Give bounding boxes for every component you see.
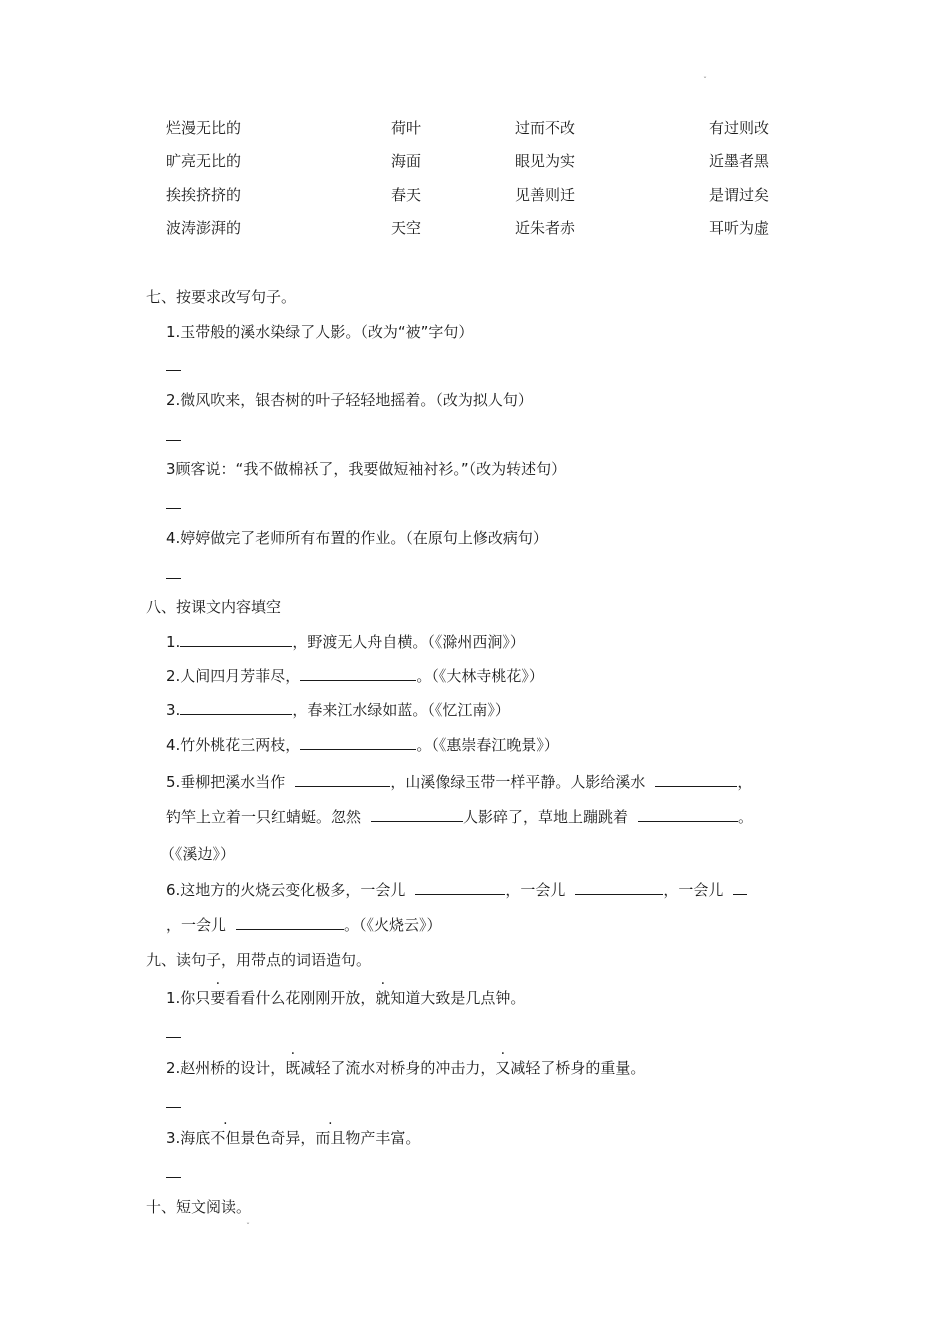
sentence-text: 景色奇异， xyxy=(240,1129,316,1147)
match-item: 挨挨挤挤的 xyxy=(166,186,242,204)
question-text: ，春来江水绿如蓝。（《忆江南》） xyxy=(292,701,510,719)
answer-line[interactable] xyxy=(166,370,181,371)
rewrite-question: 1.玉带般的溪水染绿了人影。（改为“被”字句） xyxy=(166,323,474,341)
match-item: 耳听为虚 xyxy=(709,219,770,237)
fill-question-5-source: （《溪边》） xyxy=(160,845,236,863)
section-10-title: 十、短文阅读。 xyxy=(146,1198,252,1216)
page-mark-bottom: ˇ xyxy=(246,1222,250,1231)
rewrite-question: 2.微风吹来，银杏树的叶子轻轻地摇着。（改为拟人句） xyxy=(166,391,533,409)
match-item: 旷亮无比的 xyxy=(166,152,242,170)
fill-question-6-line-1 xyxy=(166,880,747,900)
answer-line[interactable] xyxy=(166,1107,181,1108)
emphasized-word: 要 xyxy=(210,989,226,1007)
fill-blank[interactable] xyxy=(180,700,292,715)
fill-question-6-line-2 xyxy=(166,915,442,935)
question-text: 5.垂柳把溪水当作 xyxy=(166,773,286,791)
fill-blank[interactable] xyxy=(371,807,463,822)
section-8-title: 八、按课文内容填空 xyxy=(146,598,282,616)
question-text: ， xyxy=(737,773,753,791)
match-item: 波涛澎湃的 xyxy=(166,219,242,237)
rewrite-question: 3顾客说：“我不做棉袄了，我要做短袖衬衫。”（改为转述句） xyxy=(166,460,567,478)
fill-question-5-line-2 xyxy=(166,807,753,827)
match-item: 过而不改 xyxy=(515,119,576,137)
match-item: 眼见为实 xyxy=(515,152,576,170)
question-text: 。 xyxy=(738,808,754,826)
sentence-text: 看看什么花刚刚开放， xyxy=(225,989,376,1007)
fill-question-2 xyxy=(166,666,544,686)
match-item: 近朱者赤 xyxy=(515,219,576,237)
fill-question-3 xyxy=(166,700,510,720)
question-number: 3. xyxy=(166,701,181,719)
question-text: 。（《大林寺桃花》） xyxy=(416,667,544,685)
match-item: 见善则迁 xyxy=(515,186,576,204)
fill-blank[interactable] xyxy=(655,772,737,787)
rewrite-question: 4.婷婷做完了老师所有布置的作业。（在原句上修改病句） xyxy=(166,529,548,547)
question-text: ，山溪像绿玉带一样平静。人影给溪水 xyxy=(390,773,646,791)
sentence-2 xyxy=(166,1058,645,1078)
sentence-text: 知道大致是几点钟。 xyxy=(390,989,526,1007)
match-item: 烂漫无比的 xyxy=(166,119,242,137)
fill-question-4 xyxy=(166,735,559,755)
question-text: 人影碎了，草地上蹦跳着 xyxy=(463,808,629,826)
fill-question-5-line-1 xyxy=(166,772,752,792)
match-item: 春天 xyxy=(391,186,422,204)
fill-blank[interactable] xyxy=(575,880,663,895)
question-text: ，一会儿 xyxy=(166,916,227,934)
fill-blank[interactable] xyxy=(638,807,738,822)
page-mark-top: ˇ xyxy=(703,76,707,85)
question-text: ，野渡无人舟自横。（《滁州西涧》） xyxy=(292,633,525,651)
match-item: 有过则改 xyxy=(709,119,770,137)
match-item: 近墨者黑 xyxy=(709,152,770,170)
match-item: 是谓过矣 xyxy=(709,186,770,204)
emphasized-word: 又 xyxy=(495,1059,511,1077)
answer-line[interactable] xyxy=(166,1037,181,1038)
emphasized-word: 就 xyxy=(375,989,391,1007)
sentence-text: 物产丰富。 xyxy=(345,1129,421,1147)
fill-blank[interactable] xyxy=(415,880,505,895)
question-text: 2.人间四月芳菲尽， xyxy=(166,667,301,685)
question-text: 6.这地方的火烧云变化极多，一会儿 xyxy=(166,881,406,899)
sentence-3 xyxy=(166,1128,420,1148)
fill-blank[interactable] xyxy=(733,880,747,895)
section-9-title: 九、读句子，用带点的词语造句。 xyxy=(146,951,372,969)
sentence-text: 1.你只 xyxy=(166,989,211,1007)
answer-line[interactable] xyxy=(166,578,181,579)
fill-blank[interactable] xyxy=(300,735,416,750)
match-item: 海面 xyxy=(391,152,422,170)
fill-blank[interactable] xyxy=(236,915,344,930)
emphasized-word: 既 xyxy=(285,1059,301,1077)
sentence-text: 3.海底 xyxy=(166,1129,211,1147)
emphasized-word: 不但 xyxy=(210,1129,241,1147)
fill-blank[interactable] xyxy=(180,632,292,647)
fill-question-1 xyxy=(166,632,525,652)
question-number: 1. xyxy=(166,633,181,651)
emphasized-word: 而且 xyxy=(315,1129,346,1147)
question-text: 。（《火烧云》） xyxy=(344,916,442,934)
sentence-1 xyxy=(166,988,525,1008)
question-text: 。（《惠崇春江晚景》） xyxy=(416,736,559,754)
fill-blank[interactable] xyxy=(295,772,390,787)
sentence-text: 减轻了桥身的重量。 xyxy=(510,1059,646,1077)
question-text: ，一会儿 xyxy=(505,881,566,899)
sentence-text: 减轻了流水对桥身的冲击力， xyxy=(300,1059,496,1077)
sentence-text: 2.赵州桥的设计， xyxy=(166,1059,286,1077)
answer-line[interactable] xyxy=(166,440,181,441)
question-text: ，一会儿 xyxy=(663,881,724,899)
answer-line[interactable] xyxy=(166,1177,181,1178)
question-text: 钓竿上立着一只红蜻蜓。忽然 xyxy=(166,808,362,826)
answer-line[interactable] xyxy=(166,508,181,509)
match-item: 荷叶 xyxy=(391,119,422,137)
section-7-title: 七、按要求改写句子。 xyxy=(146,288,297,306)
match-item: 天空 xyxy=(391,219,422,237)
fill-blank[interactable] xyxy=(300,666,416,681)
question-text: 4.竹外桃花三两枝， xyxy=(166,736,301,754)
